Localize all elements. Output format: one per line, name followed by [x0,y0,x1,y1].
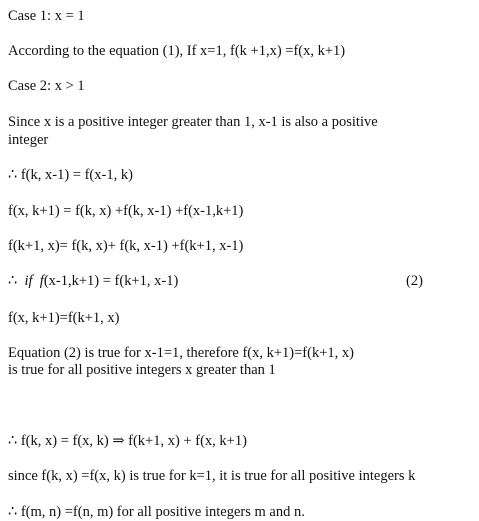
implication-line: ∴ f(k, x) = f(x, k) ⇒ f(k+1, x) + f(x, k+1) [8,433,247,449]
f-italic: f [39,273,44,289]
case-2-paragraph-line-2: integer [8,132,49,148]
conclusion-line-1: Equation (2) is true for x-1=1, therefore f(x, k+1)=f(k+1, x) [8,345,354,361]
equation-2-line [8,273,178,290]
case-1-heading: Case 1: x = 1 [8,8,85,24]
case-2-paragraph-line-1: Since x is a positive integer greater than 1, x-1 is also a positive [8,114,378,130]
equation-number-2: (2) [406,273,423,289]
equation-2-rest: (x-1,k+1) = f(k+1, x-1) [43,273,179,289]
equation-symmetry-step: ∴ f(k, x-1) = f(x-1, k) [8,167,133,183]
conclusion-line-2: is true for all positive integers x greater than 1 [8,362,276,378]
therefore-symbol: ∴ [8,273,18,289]
equation-expansion-1: f(x, k+1) = f(k, x) +f(k, x-1) +f(x-1,k+1) [8,203,244,219]
case-1-statement: According to the equation (1), If x=1, f(k +1,x) =f(x, k+1) [8,43,346,59]
equation-expansion-2: f(k+1, x)= f(k, x)+ f(k, x-1) +f(k+1, x-1) [8,238,244,254]
if-word: if [24,273,33,289]
induction-statement: since f(k, x) =f(x, k) is true for k=1, it is true for all positive integers k [8,468,416,484]
equation-result: f(x, k+1)=f(k+1, x) [8,310,120,326]
case-2-heading: Case 2: x > 1 [8,78,85,94]
final-conclusion: ∴ f(m, n) =f(n, m) for all positive integers m and n. [8,504,305,520]
